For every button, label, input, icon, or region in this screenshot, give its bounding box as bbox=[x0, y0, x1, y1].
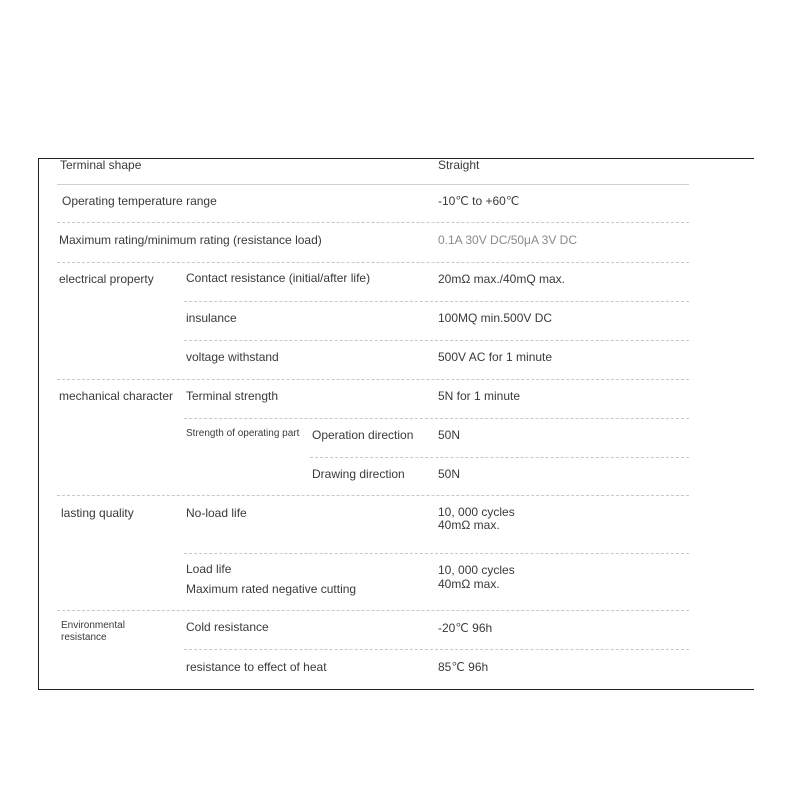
row-divider bbox=[57, 222, 689, 223]
load-life-resistance: 40mΩ max. bbox=[438, 577, 500, 591]
terminal-strength-value: 5N for 1 minute bbox=[438, 389, 521, 403]
row-divider bbox=[184, 301, 689, 302]
electrical-group-label: electrical property bbox=[59, 272, 154, 286]
drawing-direction-value: 50N bbox=[438, 467, 461, 481]
row-divider bbox=[184, 649, 689, 650]
heat-resistance-label: resistance to effect of heat bbox=[186, 660, 327, 674]
operation-direction-label: Operation direction bbox=[312, 428, 414, 442]
load-life-cycles: 10, 000 cycles bbox=[438, 563, 515, 577]
no-load-life-label: No-load life bbox=[186, 506, 247, 520]
row-divider bbox=[57, 379, 689, 380]
drawing-direction-label: Drawing direction bbox=[312, 467, 405, 481]
insulance-value: 100MQ min.500V DC bbox=[438, 311, 553, 325]
row-divider bbox=[184, 418, 689, 419]
operating-part-label: Strength of operating part bbox=[186, 428, 300, 439]
max-rating-value: 0.1A 30V DC/50μA 3V DC bbox=[438, 233, 577, 247]
row-divider bbox=[184, 340, 689, 341]
contact-resistance-label: Contact resistance (initial/after life) bbox=[186, 271, 371, 285]
contact-resistance-value: 20mΩ max./40mQ max. bbox=[438, 272, 566, 286]
table-top-border bbox=[38, 158, 754, 159]
row-divider bbox=[57, 495, 689, 496]
load-life-label: Load life bbox=[186, 562, 232, 576]
terminal-shape-value: Straight bbox=[438, 158, 480, 172]
table-left-border bbox=[38, 158, 39, 690]
row-divider bbox=[310, 457, 689, 458]
row-divider bbox=[57, 262, 689, 263]
voltage-withstand-label: voltage withstand bbox=[186, 350, 279, 364]
table-bottom-border bbox=[38, 689, 754, 690]
cold-resistance-value: -20℃ 96h bbox=[438, 621, 493, 635]
row-divider bbox=[57, 610, 689, 611]
environmental-group-label-2: resistance bbox=[61, 632, 107, 643]
cold-resistance-label: Cold resistance bbox=[186, 620, 269, 634]
lasting-group-label: lasting quality bbox=[61, 506, 134, 520]
voltage-withstand-value: 500V AC for 1 minute bbox=[438, 350, 553, 364]
operating-temp-value: -10℃ to +60℃ bbox=[438, 194, 520, 208]
no-load-life-resistance: 40mΩ max. bbox=[438, 518, 500, 532]
no-load-life-cycles: 10, 000 cycles bbox=[438, 505, 515, 519]
mechanical-group-label: mechanical character bbox=[59, 389, 174, 403]
operation-direction-value: 50N bbox=[438, 428, 461, 442]
terminal-strength-label: Terminal strength bbox=[186, 389, 279, 403]
row-divider bbox=[57, 184, 689, 185]
heat-resistance-value: 85℃ 96h bbox=[438, 660, 489, 674]
row-divider bbox=[184, 553, 689, 554]
insulance-label: insulance bbox=[186, 311, 237, 325]
max-rating-label: Maximum rating/minimum rating (resistance load) bbox=[59, 233, 322, 247]
load-life-sublabel: Maximum rated negative cutting bbox=[186, 582, 357, 596]
environmental-group-label: Environmental bbox=[61, 620, 125, 631]
operating-temp-label: Operating temperature range bbox=[62, 194, 217, 208]
terminal-shape-label: Terminal shape bbox=[60, 158, 142, 172]
